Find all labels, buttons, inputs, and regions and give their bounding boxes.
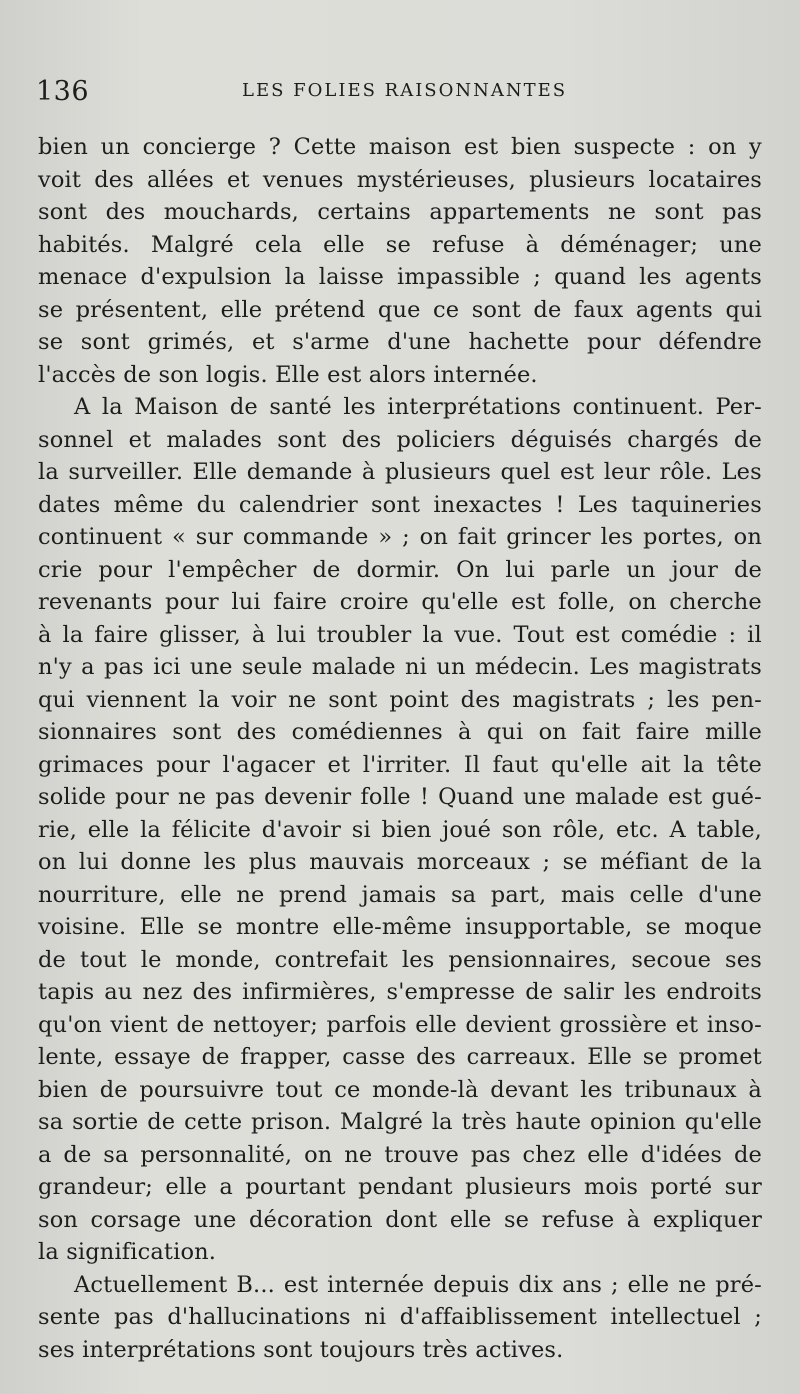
text-line: habités. Malgré cela elle se refuse à déménager; une xyxy=(38,231,762,258)
text-line: son corsage une décoration dont elle se refuse à expliquer xyxy=(38,1206,762,1233)
text-line: menace d'expulsion la laisse impassible ; quand les agents xyxy=(38,264,762,290)
text-line: bien un concierge ? Cette maison est bien suspecte : on y xyxy=(38,134,762,160)
text-line: se présentent, elle prétend que ce sont de faux agents qui xyxy=(38,296,762,323)
text-line: grandeur; elle a pourtant pendant plusieurs mois porté sur xyxy=(38,1174,762,1200)
text-line: crie pour l'empêcher de dormir. On lui parle un jour de xyxy=(38,556,762,583)
text-line: qu'on vient de nettoyer; parfois elle devient grossière et inso- xyxy=(38,1011,762,1038)
text-line: rie, elle la félicite d'avoir si bien joué son rôle, etc. A table, xyxy=(38,816,762,843)
text-line: l'accès de son logis. Elle est alors internée. xyxy=(38,361,538,388)
text-line: sonnel et malades sont des policiers déguisés chargés de xyxy=(38,426,762,453)
text-line: solide pour ne pas devenir folle ! Quand une malade est gué- xyxy=(38,784,762,810)
text-line: la signification. xyxy=(38,1239,217,1265)
text-line: grimaces pour l'agacer et l'irriter. Il faut qu'elle ait la tête xyxy=(38,751,762,778)
text-line: dates même du calendrier sont inexactes ! Les taquineries xyxy=(38,491,762,518)
text-line: qui viennent la voir ne sont point des magistrats ; les pen- xyxy=(38,686,762,713)
text-line: A la Maison de santé les interprétations continuent. Per- xyxy=(74,394,762,420)
text-line: revenants pour lui faire croire qu'elle est folle, on cherche xyxy=(38,589,762,615)
text-line: voit des allées et venues mystérieuses, plusieurs locataires xyxy=(38,166,762,193)
text-line: nourriture, elle ne prend jamais sa part, mais celle d'une xyxy=(38,881,762,908)
text-line: la surveiller. Elle demande à plusieurs quel est leur rôle. Les xyxy=(38,459,762,485)
text-line: Actuellement B... est internée depuis dix ans ; elle ne pré- xyxy=(74,1271,762,1298)
text-line: sionnaires sont des comédiennes à qui on fait faire mille xyxy=(38,719,762,745)
text-line: n'y a pas ici une seule malade ni un médecin. Les magistrats xyxy=(38,654,762,680)
text-line: a de sa personnalité, on ne trouve pas chez elle d'idées de xyxy=(38,1141,762,1168)
text-line: de tout le monde, contrefait les pensionnaires, secoue ses xyxy=(38,946,762,973)
page-number: 136 xyxy=(36,76,90,107)
text-line: voisine. Elle se montre elle-même insupportable, se moque xyxy=(38,914,762,940)
text-line: bien de poursuivre tout ce monde-là devant les tribunaux à xyxy=(38,1076,762,1103)
text-line: sont des mouchards, certains appartements ne sont pas xyxy=(38,199,762,225)
text-line: continuent « sur commande » ; on fait grincer les portes, on xyxy=(38,524,762,550)
body-text xyxy=(38,131,762,1366)
text-line: ses interprétations sont toujours très actives. xyxy=(38,1336,564,1363)
text-line: lente, essaye de frapper, casse des carreaux. Elle se promet xyxy=(38,1044,762,1070)
running-title: LES FOLIES RAISONNANTES xyxy=(242,80,568,101)
page-header xyxy=(36,76,736,106)
text-line: sa sortie de cette prison. Malgré la très haute opinion qu'elle xyxy=(38,1109,762,1135)
text-line: tapis au nez des infirmières, s'empresse de salir les endroits xyxy=(38,979,762,1005)
text-line: sente pas d'hallucinations ni d'affaiblissement intellectuel ; xyxy=(38,1304,762,1330)
text-line: on lui donne les plus mauvais morceaux ; se méfiant de la xyxy=(38,849,762,875)
text-line: à la faire glisser, à lui troubler la vue. Tout est comédie : il xyxy=(38,621,762,648)
text-line: se sont grimés, et s'arme d'une hachette pour défendre xyxy=(38,329,762,355)
